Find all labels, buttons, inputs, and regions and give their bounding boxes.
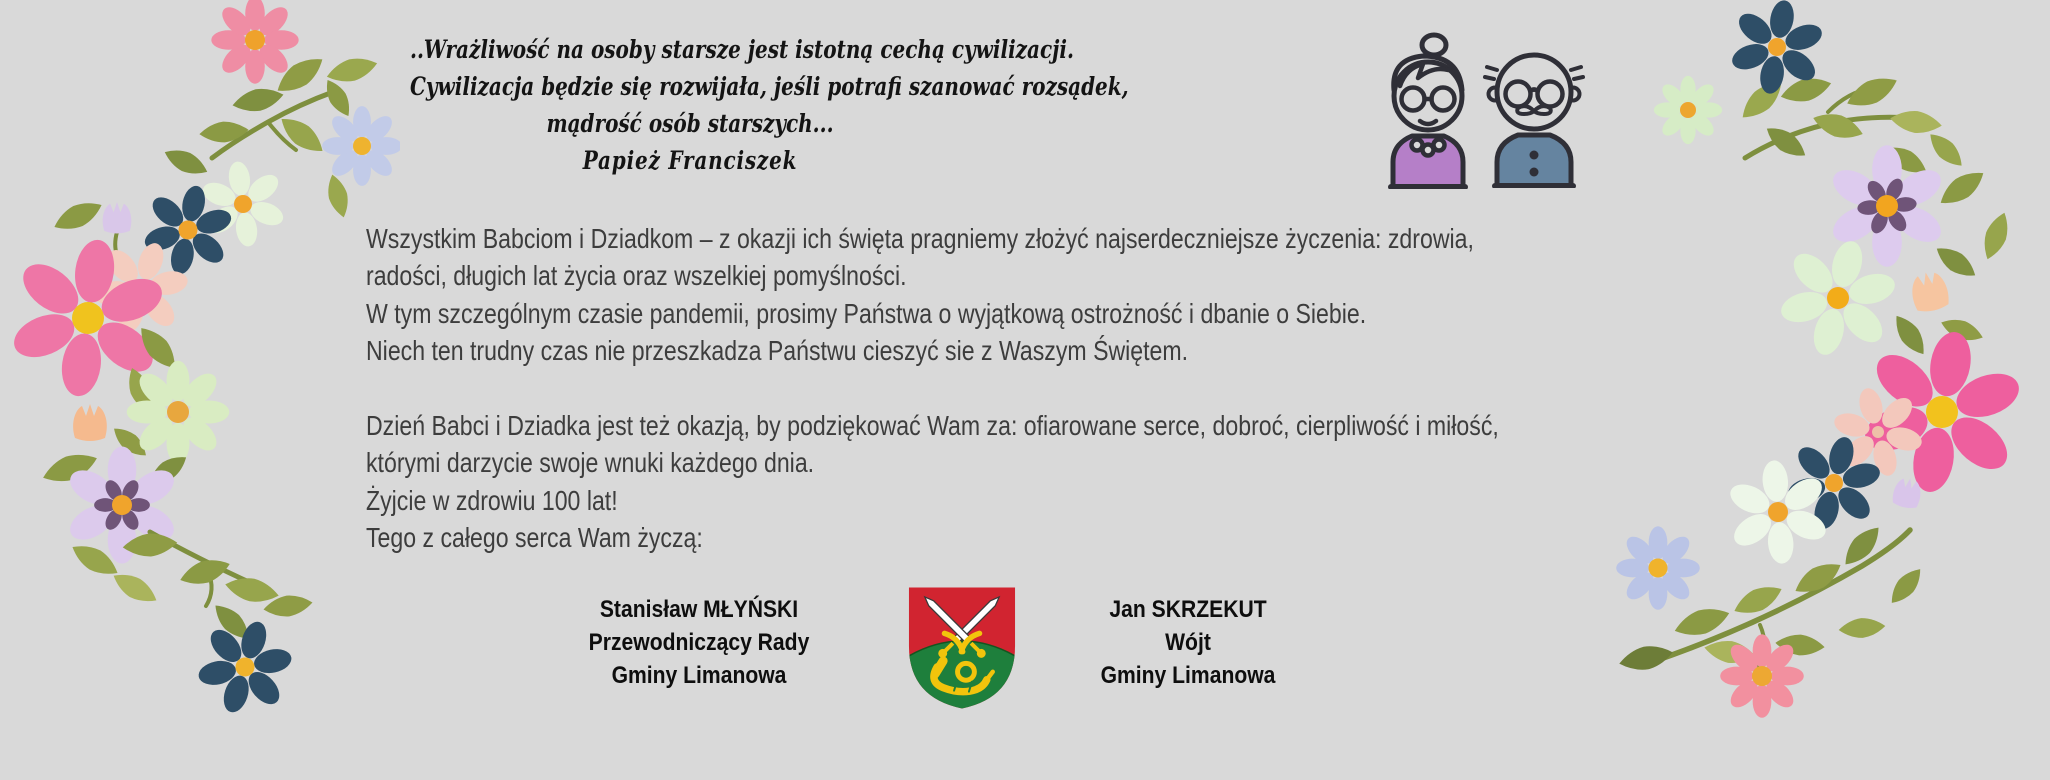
message-line: Niech ten trudny czas nie przeszkadza Państwu cieszyć sie z Waszym Świętem.	[366, 335, 1189, 367]
greeting-message	[366, 220, 1609, 557]
quote-line: Cywilizacja będzie się rozwijała, jeśli potrafi szanować rozsądek,	[410, 72, 1129, 101]
quote-line: ..Wrażliwość na osoby starsze jest istotną cechą cywilizacji.	[410, 35, 1074, 64]
signature-organization: Gminy Limanowa	[611, 662, 787, 689]
coat-of-arms-icon	[905, 584, 1019, 712]
floral-wreath-right-decoration	[1610, 0, 2050, 780]
signature-title: Wójt	[1165, 629, 1211, 656]
floral-wreath-left-decoration	[0, 0, 400, 780]
message-line: Tego z całego serca Wam życzą:	[366, 522, 703, 554]
signature-organization: Gminy Limanowa	[1100, 662, 1276, 689]
signature-name: Jan SKRZEKUT	[1109, 596, 1267, 623]
signature-title: Przewodniczący Rady	[588, 629, 810, 656]
message-line: którymi darzycie swoje wnuki każdego dnia.	[366, 447, 815, 479]
message-line: Żyjcie w zdrowiu 100 lat!	[366, 484, 618, 516]
signature-mayor	[1047, 593, 1329, 692]
message-line: W tym szczególnym czasie pandemii, prosimy Państwa o wyjątkową ostrożność i dbanie o Siebie.	[366, 297, 1367, 329]
message-line: Dzień Babci i Dziadka jest też okazją, by podziękować Wam za: ofiarowane serce, dobroć, cierpliwość i miłość,	[366, 410, 1499, 442]
paragraph-gap	[366, 370, 1609, 407]
grandma-icon	[1378, 32, 1478, 189]
quote-line: mądrość osób starszych...	[546, 109, 834, 138]
signature-name: Stanisław MŁYŃSKI	[599, 596, 799, 623]
signature-chairman	[558, 593, 840, 692]
message-line: Wszystkim Babciom i Dziadkom – z okazji ich święta pragniemy złożyć najserdeczniejsze życzenia: zdrowia,	[366, 223, 1474, 254]
quote-block	[410, 31, 1129, 179]
grandpa-icon	[1482, 30, 1586, 188]
message-line: radości, długich lat życia oraz wszelkiej pomyślności.	[366, 260, 907, 292]
quote-author: Papież Franciszek	[582, 146, 798, 175]
